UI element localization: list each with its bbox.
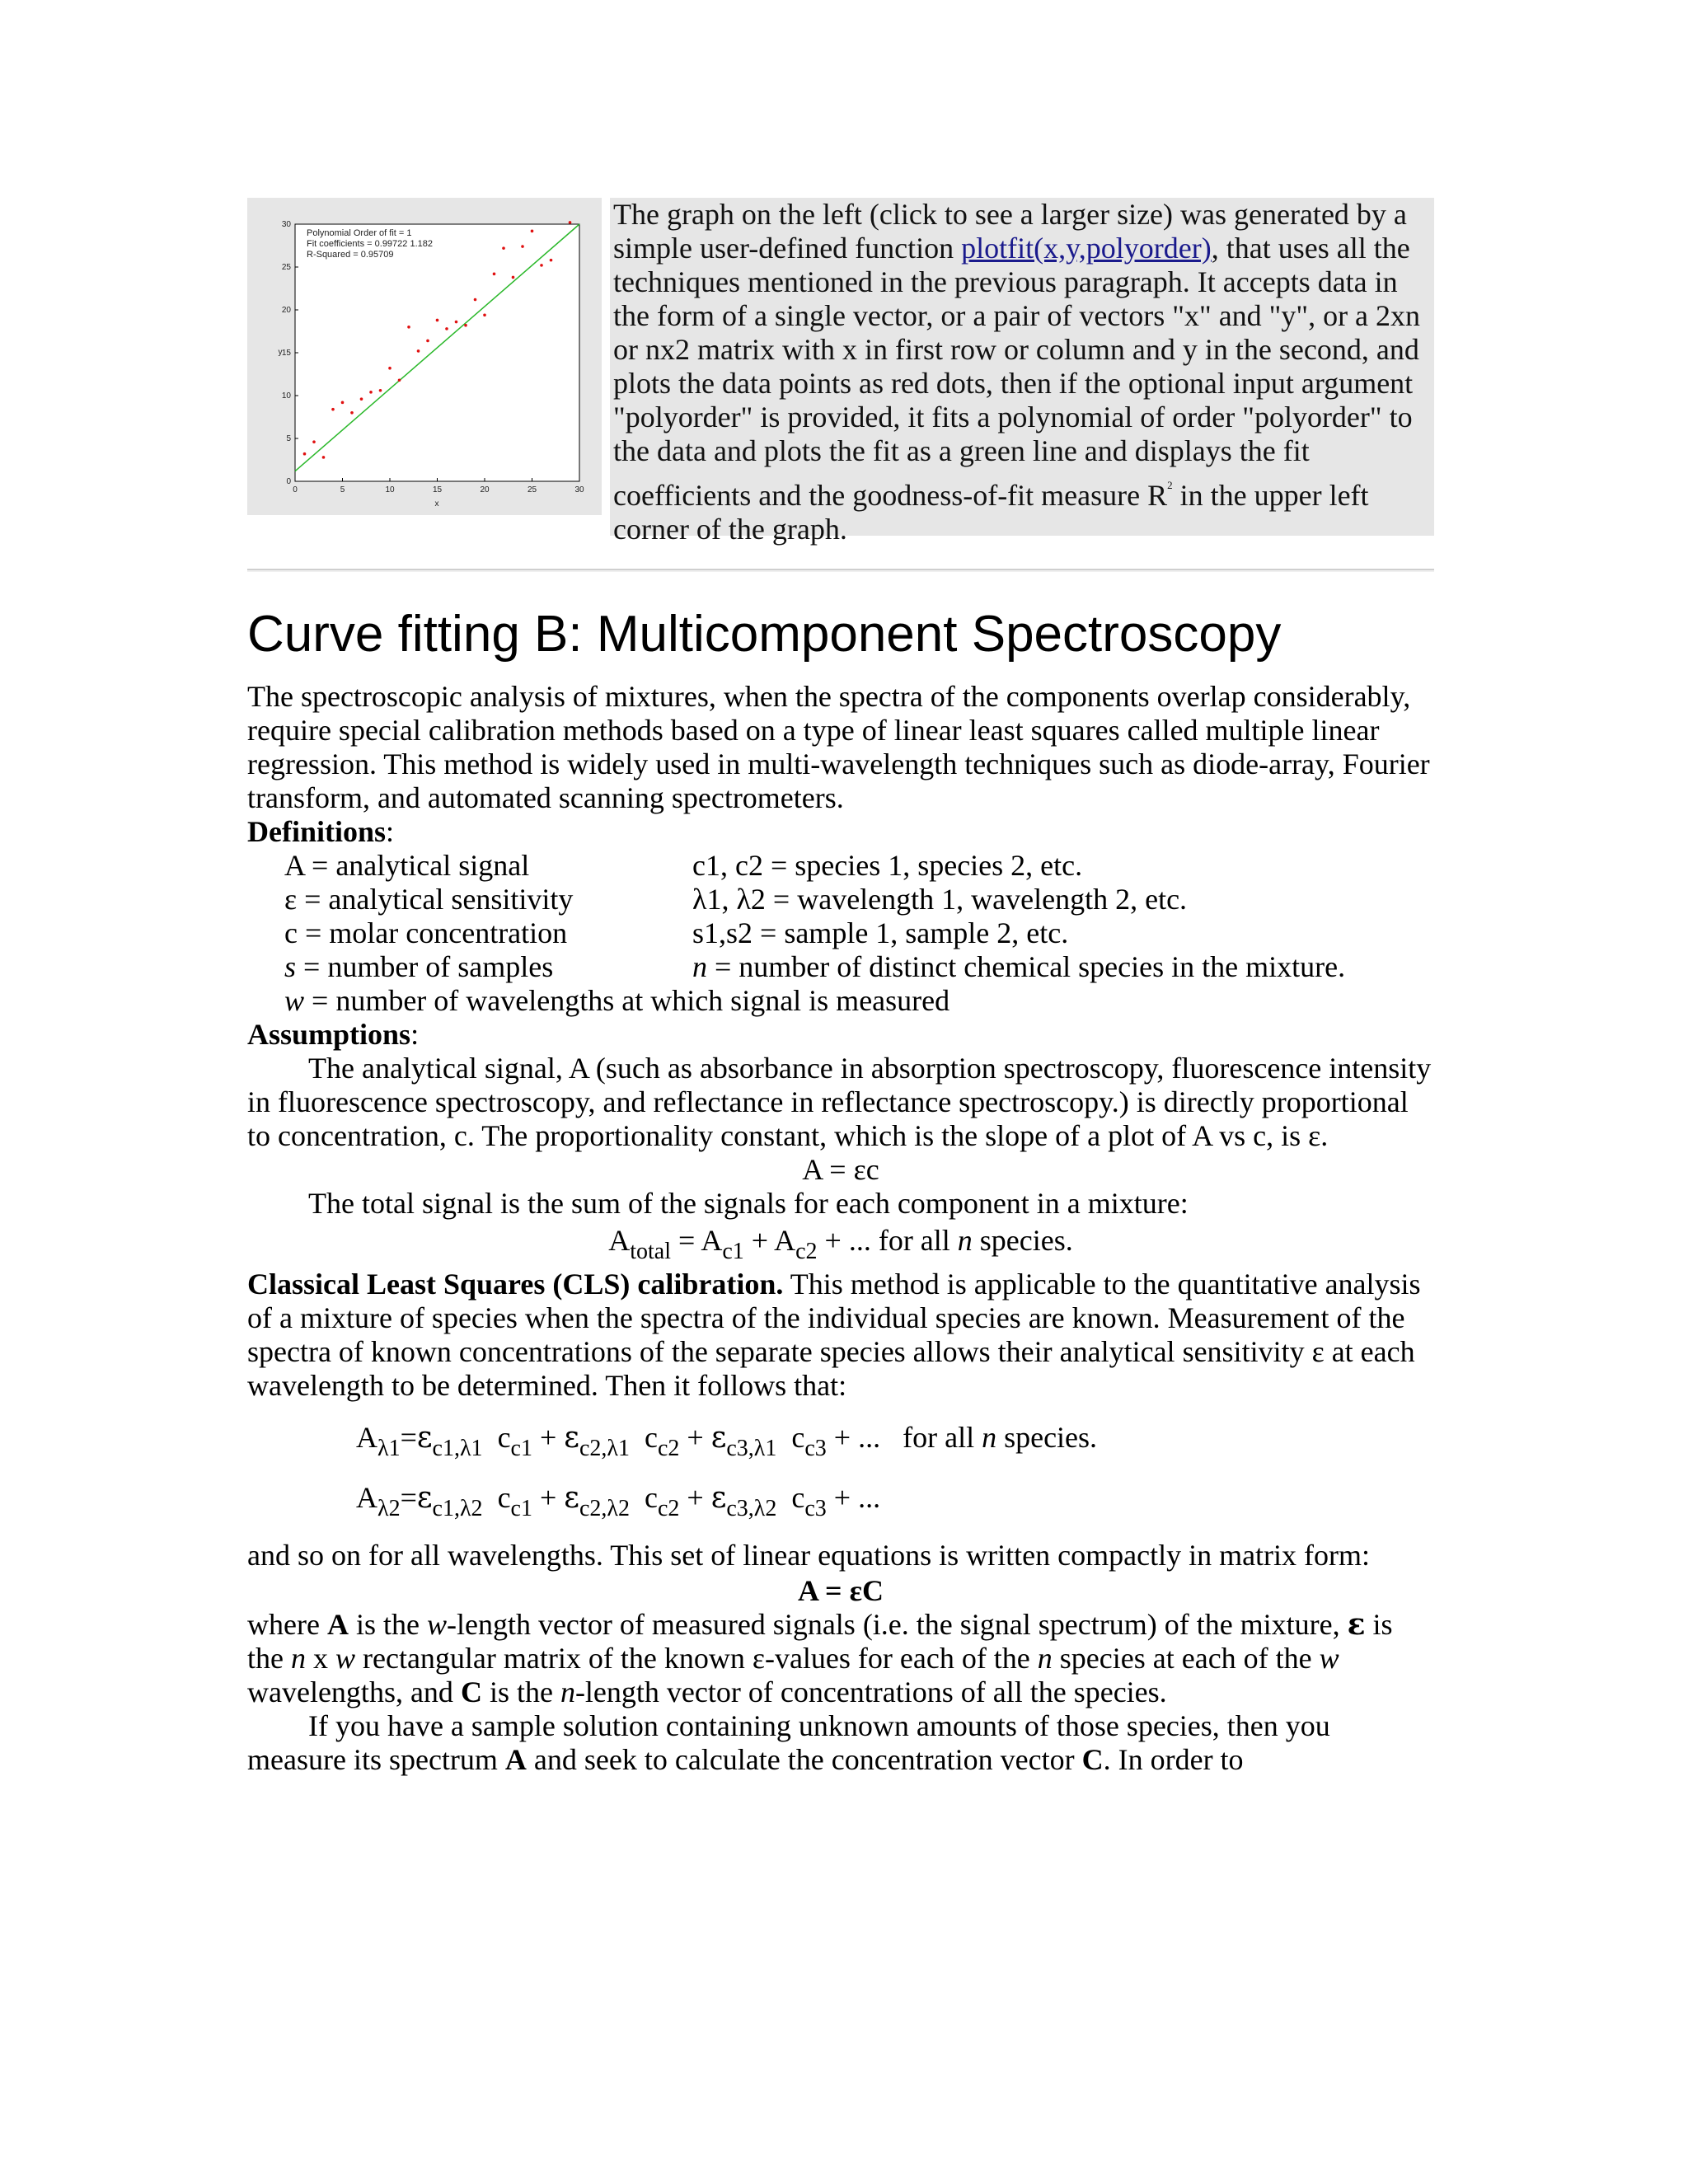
matrix-equation: A = εC bbox=[798, 1574, 884, 1607]
data-point bbox=[388, 367, 392, 370]
data-point bbox=[540, 264, 543, 267]
data-point bbox=[521, 245, 524, 248]
definitions-list bbox=[284, 849, 1434, 1018]
definition-row: ε = analytical sensitivity λ1, λ2 = wavelength 1, wavelength 2, etc. bbox=[284, 883, 1188, 916]
data-point bbox=[493, 273, 496, 276]
plot-area bbox=[295, 224, 579, 481]
data-point bbox=[360, 397, 363, 401]
scatter-plot[interactable] bbox=[247, 198, 602, 515]
data-point bbox=[350, 411, 354, 415]
data-point bbox=[436, 319, 439, 322]
y-tick-label: 15 bbox=[281, 349, 291, 358]
x-tick-label: 30 bbox=[574, 485, 584, 494]
y-tick-label: 0 bbox=[286, 477, 291, 486]
caption-text-2: , that uses all the techniques mentioned in the previous paragraph. It accepts data in the form of a single vector, or a pair of vectors "x" and "y", or a 2xn or nx2 matrix with x in first row or column and y in the second, and plots the data points as red dots, then if the optional input argument "polyorder" is provided, it fits a polynomial of order "polyorder" to the data and plots the fit as a green line and displays the fit coefficients and the goodness-of-fit measure R bbox=[613, 232, 1421, 512]
plot-title-2: Fit coefficients = 0.99722 1.182 bbox=[307, 239, 433, 249]
unknown-sample-paragraph: If you have a sample solution containing unknown amounts of those species, then you measure its spectrum A and seek to calculate the concentration vector C. In order to bbox=[247, 1709, 1330, 1776]
horizontal-rule bbox=[247, 569, 1434, 572]
plot-title-1: Polynomial Order of fit = 1 bbox=[307, 228, 412, 238]
y-tick-label: 10 bbox=[281, 391, 291, 401]
equation-a-eps-c: A = εc bbox=[802, 1153, 879, 1186]
data-point bbox=[331, 408, 335, 411]
definition-row: s = number of samples n = number of distinct chemical species in the mixture. bbox=[284, 950, 1346, 983]
data-point bbox=[550, 259, 553, 262]
caption-text-1: The graph on the left (click to see a larger size) was generated by a simple user-defined function bbox=[613, 198, 1407, 265]
data-point bbox=[417, 349, 420, 353]
plot-thumbnail[interactable] bbox=[247, 198, 602, 515]
caption-text-3: in the upper left corner of the graph. bbox=[613, 479, 1369, 546]
data-point bbox=[502, 246, 505, 250]
data-point bbox=[407, 326, 410, 329]
y-tick-label: 5 bbox=[286, 434, 291, 443]
cls-equation-2: $A_{\lambda 2}=\varepsilon_{c1,\lambda 2}$ $c_{c1} + \varepsilon_{c2,\lambda 2}$ $c_{c2} + \varepsilon_{c3,\lambda 2}$ $c_{c3}$ + ... bbox=[356, 1481, 881, 1521]
data-point bbox=[398, 378, 401, 382]
plot-title-3: R-Squared = 0.95709 bbox=[307, 250, 394, 260]
data-point bbox=[369, 391, 373, 394]
data-point bbox=[569, 221, 572, 224]
data-point bbox=[445, 327, 448, 330]
cls-paragraph: Classical Least Squares (CLS) calibration. This method is applicable to the quantitative analysis of a mixture of species when the spectra of the individual species are known. Measurement of the spectra of known concentrations of the separate species allows their analytical sensitivity ε at each wavelength to be determined. Then it follows that: bbox=[247, 1268, 1421, 1402]
caption-superscript: 2 bbox=[1167, 479, 1173, 491]
data-point bbox=[341, 401, 345, 405]
figure-caption bbox=[610, 198, 1434, 546]
data-point bbox=[483, 313, 486, 316]
data-point bbox=[322, 456, 326, 459]
cls-equation-1: $A_{\lambda 1}=\varepsilon_{c1,\lambda 1}$ $c_{c1} + \varepsilon_{c2,\lambda 1}$ $c_{c2} + \varepsilon_{c3,\lambda 1}$ $c_{c3}$ + ... for all n species. bbox=[356, 1421, 1098, 1461]
data-point bbox=[455, 321, 458, 324]
x-tick-label: 10 bbox=[385, 485, 395, 494]
cls-equations bbox=[356, 1408, 1434, 1528]
y-tick-label: 30 bbox=[281, 220, 291, 229]
article-body bbox=[247, 680, 1434, 1777]
data-point bbox=[426, 340, 429, 343]
definition-row: A = analytical signal c1, c2 = species 1, species 2, etc. bbox=[284, 849, 1083, 882]
page bbox=[247, 198, 1434, 1776]
assumptions-paragraph: The analytical signal, A (such as absorbance in absorption spectroscopy, fluorescence intensity in fluorescence spectroscopy, and reflectance in reflectance spectroscopy.) is directly proportional to concentration, c. The proportionality constant, which is the slope of a plot of A vs c, is ε. bbox=[247, 1052, 1432, 1152]
matrix-intro: and so on for all wavelengths. This set of linear equations is written compactly in matrix form: bbox=[247, 1539, 1371, 1572]
x-tick-label: 5 bbox=[340, 485, 345, 494]
where-paragraph: where A is the w-length vector of measured signals (i.e. the signal spectrum) of the mixture, ε is the n x w rectangular matrix of the known ε-values for each of the n species at each of the w wavelengths, and C is the n-length vector of concentrations of all the species. bbox=[247, 1607, 1393, 1708]
data-point bbox=[464, 324, 467, 327]
data-point bbox=[312, 440, 316, 443]
plotfit-link[interactable]: plotfit(x,y,polyorder) bbox=[961, 232, 1212, 265]
figure-row bbox=[247, 198, 1434, 546]
x-tick-label: 25 bbox=[527, 485, 537, 494]
equation-total-signal: $A_{total} = A_{c1} + A_{c2}$ + ... for all n species. bbox=[608, 1224, 1073, 1264]
data-point bbox=[531, 230, 534, 233]
y-axis-label: y bbox=[278, 348, 283, 357]
data-point bbox=[512, 276, 515, 279]
section-heading: Curve fitting B: Multicomponent Spectroscopy bbox=[247, 606, 1282, 663]
data-point bbox=[379, 389, 382, 392]
intro-paragraph: The spectroscopic analysis of mixtures, when the spectra of the components overlap considerably, require special calibration methods based on a type of linear least squares called multiple linear regression. This method is widely used in multi-wavelength techniques such as diode-array, Fourier transform, and automated scanning spectrometers. bbox=[247, 680, 1430, 814]
x-tick-label: 20 bbox=[480, 485, 490, 494]
total-signal-paragraph: The total signal is the sum of the signals for each component in a mixture: bbox=[308, 1187, 1189, 1220]
definition-row: c = molar concentration s1,s2 = sample 1, sample 2, etc. bbox=[284, 916, 1069, 949]
data-point bbox=[474, 298, 477, 302]
definition-row: w = number of wavelengths at which signal is measured bbox=[284, 984, 950, 1017]
assumptions-heading: Assumptions: bbox=[247, 1018, 420, 1051]
definitions-heading: Definitions: bbox=[247, 815, 395, 848]
data-point bbox=[303, 452, 307, 456]
x-axis-label: x bbox=[434, 499, 439, 509]
x-tick-label: 15 bbox=[432, 485, 443, 494]
x-tick-label: 0 bbox=[293, 485, 298, 494]
y-tick-label: 25 bbox=[281, 263, 291, 272]
y-tick-label: 20 bbox=[281, 306, 291, 315]
